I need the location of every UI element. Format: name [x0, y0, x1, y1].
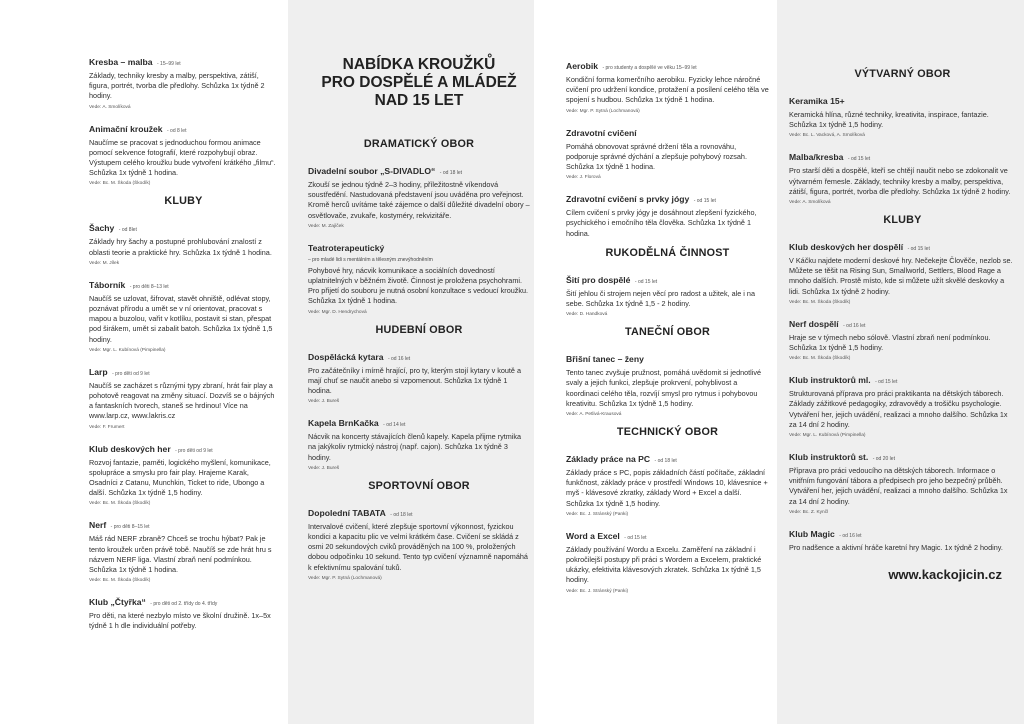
course-entry: [789, 147, 1016, 206]
section-heading-rukodelna: RUKODĚLNÁ ČINNOST: [605, 246, 730, 259]
course-title: Zdravotní cvičení s prvky jógy: [566, 194, 690, 205]
course-leader: Vede: Bc. M. Škoda (Škodík): [89, 181, 151, 187]
course-heading: [308, 413, 530, 431]
course-age: - od 16 let: [387, 355, 411, 362]
course-title: Teatroterapeutický: [308, 242, 385, 253]
course-description: Naučíme se pracovat s jednoduchou formou animace pomocí sekvence fotografií, které rozpohybují obraz. Výstupem celého kroužku bude vytvoření krátkého „filmu“. Schůzka 1x týdně 1 hodina.: [89, 137, 276, 178]
course-description: Hraje se v týmech nebo sólově. Vlastní zbraň není podmínkou. Schůzka 1x týdně 1,5 hodiny.: [789, 332, 991, 353]
course-title: Larp: [89, 366, 108, 377]
course-entry: [89, 218, 278, 266]
course-entry: [308, 238, 530, 316]
course-leader: Vede: A. Smolíková: [789, 200, 831, 206]
course-entry: [89, 515, 278, 584]
course-entry: [789, 447, 1016, 516]
course-title: Nerf: [89, 520, 107, 531]
page-title-line-1: NABÍDKA KROUŽKŮ: [342, 56, 496, 73]
course-title: Kapela BrnKačka: [308, 418, 379, 429]
course-age: - pro studenty a dospělé ve věku 15–99 let: [602, 65, 697, 71]
course-entry: [566, 449, 769, 518]
course-entry: [308, 413, 530, 472]
col2-group-dram: [308, 161, 530, 316]
course-age: - od 14 let: [383, 422, 406, 429]
course-leader: Vede: Bc. J. Stránský (Panki): [566, 511, 629, 517]
course-leader: Vede: Mgr. P. Sytná (Lochmanová): [566, 108, 640, 114]
course-title: Keramika 15+: [789, 96, 845, 106]
course-description: Naučíš se zacházet s různými typy zbraní, hrát fair play a pohotově reagovat na změny situací. Dozvíš se o bájných a fantaskních tvorech, staneš se hrdinou! Více na www.larp.cz, www.lakris.cz: [89, 380, 275, 421]
course-entry: [89, 52, 278, 111]
course-age: - pro děti od 9 let: [112, 370, 150, 377]
course-description: Kondiční forma komerčního aerobiku. Fyzicky lehce náročné cvičení pro udržení kondice, protažení a posílení celého těla ve spojení s hudbou. Schůzka 1x týdně 1 hodina.: [566, 75, 769, 105]
course-entry: [566, 270, 769, 318]
course-description: Pohybové hry, nácvik komunikace a sociálních dovedností uplatnitelných v běžném životě. Činnost je proložena psychohrami. Pro přijetí do souboru je nutná osobní konzultace s vedoucí kroužku. Schůzka 1x týdně 1 hodina.: [308, 265, 529, 306]
column-left: [0, 0, 288, 724]
course-description: Rozvoj fantazie, paměti, logického myšlení, komunikace, spolupráce a smyslu pro fair play. Hrajeme Karak, Osadníci z Catanu, Munchkin, Ticket to ride, Ubongo a další. Schůzka 1x týdně 1,5 hodiny.: [89, 457, 271, 498]
course-entry: [89, 592, 278, 631]
course-leader: Vede: M. Jílek: [89, 260, 120, 266]
course-heading: [89, 275, 278, 293]
course-entry: [789, 314, 1016, 362]
section-heading-kluby-dospeli: KLUBY: [883, 214, 922, 227]
course-heading: [89, 52, 278, 70]
course-leader: Vede: Bc. Z. Kynčl: [789, 509, 829, 515]
course-entry: [89, 362, 278, 431]
section-heading-kluby: KLUBY: [164, 195, 203, 208]
course-leader: Vede: Mgr. D. Hendrychová: [308, 309, 367, 315]
course-description: Pomáhá obnovovat správné držení těla a rovnováhu, podporuje správné dýchání a zlepšuje pohybový rozsah. Schůzka 1x týdně 1 hodina.: [566, 141, 747, 172]
course-description: Strukturovaná příprava pro práci praktikanta na dětských táborech. Základy zážitkové pedagogiky, zdravovědy a trošičku psychologie. Vytváření her, jejich uvádění, realizaci a mnoho dalšího. Schůzka 1x za 14 dní 2 hodiny.: [789, 389, 1008, 429]
course-title: Základy práce na PC: [566, 454, 651, 465]
course-title: Nerf dospělí: [789, 318, 839, 329]
course-leader: Vede: A. Petlivá-Krausová: [566, 412, 622, 418]
course-description: Naučíš se uzlovat, šifrovat, stavět ohniště, odlévat stopy, poznávat přírodu a umět se v ní orientovat, pracovat s mapou a buzolou, vařit v kotlíku, postavit si stan, přespat pod širákem, umět si zabalit batoh. Schůzka 1x týdně 1,5 hodiny.: [89, 293, 273, 344]
course-entry: [566, 56, 769, 115]
course-entry: [308, 161, 530, 230]
course-heading: [566, 270, 769, 288]
course-age: - od 15 let: [875, 379, 898, 386]
course-age: - pro děti od 9 let: [175, 447, 213, 454]
course-heading: [566, 526, 769, 544]
course-title: Šachy: [89, 223, 115, 234]
course-age: - od 15 let: [693, 198, 716, 205]
course-age: - od 16 let: [843, 322, 866, 329]
course-leader: Vede: D. Handková: [566, 312, 608, 318]
course-title: Klub deskových her dospělí: [789, 242, 904, 253]
course-title: Táborník: [89, 279, 126, 290]
col2-group-sport: [308, 503, 530, 582]
col1-group-b: [89, 218, 278, 631]
course-title: Animační kroužek: [89, 123, 163, 134]
course-heading: [308, 238, 530, 256]
col4-group-kluby: [789, 237, 1016, 553]
course-title: Klub Magic: [789, 528, 835, 539]
course-age: - 15–99 let: [156, 61, 181, 67]
course-entry: [89, 275, 278, 354]
course-age: - od 15 let: [624, 534, 647, 541]
course-leader: Vede: Mgr. L. Kubínová (Pimpinella): [789, 433, 866, 439]
course-entry: [566, 189, 769, 239]
course-title: Kresba – malba: [89, 57, 153, 67]
course-entry: [89, 119, 278, 188]
course-entry: [566, 123, 769, 182]
course-leader: Vede: Bc. L. Vacková, A. Smolíková: [789, 133, 865, 139]
course-entry: [789, 237, 1016, 306]
course-heading: [789, 314, 1016, 332]
course-entry: [308, 503, 530, 582]
course-age: - od 16 let: [839, 532, 862, 539]
course-title: Divadelní soubor „S-DIVADLO“: [308, 166, 436, 176]
course-description: Pro starší děti a dospělé, kteří se chtějí naučit nebo se zdokonalit ve výtvarném řemesle. Základy, techniky kresby a malby, perspektiva, zátiší, figura, portrét, tvorba dle předlohy. Schůzka 1x týdně 2 hodiny.: [789, 166, 1011, 196]
course-title: Malba/kresba: [789, 152, 844, 163]
course-entry: [566, 526, 769, 595]
course-heading: [789, 524, 1016, 542]
course-heading: [89, 592, 278, 610]
course-heading: [89, 439, 278, 457]
course-heading: [566, 349, 769, 367]
course-age: - od 8let: [118, 227, 137, 234]
page-title: [308, 56, 530, 110]
course-age: - od 15 let: [634, 278, 658, 285]
course-description: Pro začátečníky i mírně hrající, pro ty, kterým stojí kytary v koutě a mají chuť se naučit anebo si vzpomenout. Schůzka 1x týdně 1 hodina.: [308, 365, 522, 396]
course-description: Základy používání Wordu a Excelu. Zaměření na základní i pokročilejší postupy při práci s Wordem a Excelem, praktické ukázky, efektivita klávesových zkratek. Schůzka 1x týdně 1,5 hodiny.: [566, 544, 762, 585]
col4-group-vyt: [789, 91, 1016, 206]
website-link[interactable]: www.kackojicin.cz: [888, 567, 1002, 583]
course-leader: Vede: Mgr. L. Kubínová (Pimpinella): [89, 347, 166, 353]
course-entry: [89, 439, 278, 508]
course-description: Cílem cvičení s prvky jógy je dosáhnout zlepšení fyzického, psychického i emočního těla člověka. Schůzka 1x týdně 1 hodina.: [566, 208, 757, 238]
course-description: Zkouší se jednou týdně 2–3 hodiny, příležitostně víkendová soustředění. Nastudovaná představení jsou uváděna pro veřejnost. Kromě herců uvítáme také zájemce o další důležité divadelní obory – osvětlovače, zvukaře, kostyméry, rekvizitáře.: [308, 180, 530, 220]
course-description: Pro děti, na které nezbylo místo ve školní družině. 1x–5x týdně 1 h dle individuální potřeby.: [89, 611, 271, 631]
course-title: Šití pro dospělé: [566, 274, 631, 285]
course-description: Základy práce s PC, popis základních částí počítače, základní funkčnost, základy práce v prostředí Windows 10, klávesnice + myš - klávesové zkratky, základy Word + Excel a další. Schůzka 1x týdně 1,5 hodiny.: [566, 468, 768, 508]
course-heading: [308, 347, 530, 365]
course-audience-note: – pro mladé lidi s mentálním a tělesným znevýhodněním: [308, 256, 433, 263]
course-heading: [789, 370, 1016, 388]
course-leader: Vede: A. Smolíková: [89, 104, 131, 110]
course-heading: [566, 449, 769, 467]
course-age: - pro děti 8–15 let: [110, 524, 150, 531]
course-age: - od 18 let: [439, 170, 463, 176]
column-center-right: [534, 0, 777, 724]
course-leader: Vede: Bc. M. Škoda (Škodík): [89, 501, 151, 507]
course-age: - od 8 let: [167, 127, 187, 134]
course-title: Zdravotní cvičení: [566, 127, 637, 138]
course-title: Dopolední TABATA: [308, 507, 386, 518]
course-title: Aerobik: [566, 61, 598, 71]
course-age: - pro děti 8–13 let: [129, 283, 169, 290]
page-title-line-2: PRO DOSPĚLÉ A MLÁDEŽ: [321, 74, 517, 91]
course-title: Klub deskových her: [89, 443, 171, 454]
page-title-line-3: NAD 15 LET: [374, 92, 464, 109]
course-heading: [308, 161, 530, 179]
course-age: - od 15 let: [907, 246, 930, 253]
course-leader: Vede: Bc. J. Stránský (Panki): [566, 588, 629, 594]
course-description: Základy hry šachy a postupné prohlubování znalostí z oblasti teorie a praktické hry. Schůzka 1x týdně 1 hodina.: [89, 237, 272, 257]
course-leader: Vede: Bc. M. Škoda (Škodík): [789, 356, 851, 362]
course-description: Máš rád NERF zbraně? Chceš se trochu hýbat? Pak je tento kroužek určen právě tobě. Naučíš se zde hrát hru s názvem NERF liga. Vlastní zbraň není podmínkou. Schůzka 1x týdně 1 hodina.: [89, 534, 272, 575]
section-heading-dramaticky: DRAMATICKÝ OBOR: [363, 138, 475, 150]
course-description: Pro nadšence a aktivní hráče karetní hry Magic. 1x týdně 2 hodiny.: [789, 542, 1003, 552]
course-heading: [789, 447, 1016, 465]
course-description: Příprava pro práci vedoucího na dětských táborech. Informace o vnitřním fungování tábora a předpisech pro jeho bezpečný průběh. Vytváření her, jejich uvádění, realizaci a mnoho dalšího. Schůzka 1x za 14 dní 2 hodiny.: [789, 466, 1008, 506]
course-entry: [308, 347, 530, 406]
course-age: - od 15 let: [847, 156, 871, 163]
course-title: Word a Excel: [566, 530, 620, 541]
course-leader: Vede: Mgr. P. Sytná (Lochmanová): [308, 575, 382, 581]
section-heading-tanecni: TANEČNÍ OBOR: [625, 326, 710, 339]
section-heading-sportovni: SPORTOVNÍ OBOR: [368, 479, 470, 492]
course-description: Nácvik na koncerty stávajících členů kapely. Kapela přijme rytmika na jakýkoliv rytmický nástroj (např. cajon). Schůzka 1x týdně 3 hodiny.: [308, 432, 522, 462]
course-title: Břišní tanec – ženy: [566, 354, 644, 365]
section-heading-hudebni: HUDEBNÍ OBOR: [375, 323, 463, 336]
course-age: - pro děti od 2. třídy do 4. třídy: [150, 601, 218, 608]
course-leader: Vede: Bc. M. Škoda (Škodík): [89, 578, 151, 584]
course-title: Dospělácká kytara: [308, 351, 384, 362]
course-leader: Vede: Bc. M. Škoda (Škodík): [789, 299, 851, 305]
col3-group-ruk: [566, 270, 769, 318]
section-heading-vytvarny: VÝTVARNÝ OBOR: [854, 68, 951, 80]
col3-group-a: [566, 56, 769, 239]
course-heading: [89, 218, 278, 236]
course-heading: [89, 515, 278, 533]
course-leader: Vede: M. Zajíček: [308, 223, 344, 229]
course-heading: [789, 91, 1016, 109]
col3-group-tech: [566, 449, 769, 595]
course-title: Klub „Čtyřka“: [89, 597, 146, 608]
course-description: Intervalové cvičení, které zlepšuje sportovní výkonnost, fyzickou kondici a kapacitu plic ve velmi krátkém čase. Cvičení se skládá z osmi 20 sekundových cviků prováděných na 100 %, proložených dobou odpočinku 10 sekund. Tento typ cvičení významně napomáhá k efektivnímu spalování tuků.: [308, 521, 528, 572]
course-description: V Káčku najdete moderní deskové hry. Nečekejte Člověče, nezlob se. Můžete se těšit na Rising Sun, Smallworld, Settlers, Blood Rage a mnoho dalších. Prostě místo, kde si můžete užít skvělé deskovky a lidi. Schůzka 1x týdně 2 hodiny.: [789, 256, 1013, 296]
course-entry: [789, 370, 1016, 439]
course-leader: Vede: J. Florová: [566, 175, 601, 181]
course-heading: [566, 189, 769, 207]
course-heading: [308, 503, 530, 521]
course-title: Klub instruktorů ml.: [789, 375, 871, 386]
course-leader: Vede: F. Frumert: [89, 424, 125, 430]
course-entry: [789, 91, 1016, 139]
course-title: Klub instruktorů st.: [789, 452, 869, 463]
course-description: Keramická hlína, různé techniky, kreativita, inspirace, fantazie. Schůzka 1x týdně 1,5 hodiny.: [789, 110, 989, 130]
course-leader: Vede: J. Bureš: [308, 399, 340, 405]
column-right: [777, 0, 1024, 724]
course-age: - od 18 let: [654, 458, 677, 465]
course-age: - od 20 let: [872, 456, 895, 463]
section-heading-technicky: TECHNICKÝ OBOR: [616, 426, 719, 439]
course-age: - od 18 let: [390, 511, 413, 518]
course-heading: [89, 362, 278, 380]
course-leader: Vede: J. Bureš: [308, 465, 340, 471]
col2-group-hud: [308, 347, 530, 472]
course-description: Šití jehlou či strojem nejen věcí pro radost a užitek, ale i na sebe. Schůzka 1x týdně 1,5 - 2 hodiny.: [566, 288, 755, 309]
col3-group-tan: [566, 349, 769, 418]
column-center-left: [288, 0, 534, 724]
course-entry: [789, 524, 1016, 553]
course-description: Tento tanec zvyšuje pružnost, pomáhá uvědomit si jednotlivé svaly a jejich funkci, zlepšuje prokrvení, pohyblivost a koordinaci celého těla, rozvíjí smysl pro rytmus i pohybovou kreativitu. Schůzka 1x týdně 1,5 hodiny.: [566, 368, 762, 408]
course-heading: [89, 119, 278, 137]
course-description: Základy, techniky kresby a malby, perspektiva, zátiší, figura, portrét, tvorba dle předlohy. Schůzka 1x týdně 2 hodiny.: [89, 71, 265, 101]
course-heading: [789, 237, 1016, 255]
col1-group-a: [89, 52, 278, 187]
course-heading: [566, 56, 769, 74]
course-entry: [566, 349, 769, 418]
course-heading: [566, 123, 769, 141]
course-heading: [789, 147, 1016, 165]
